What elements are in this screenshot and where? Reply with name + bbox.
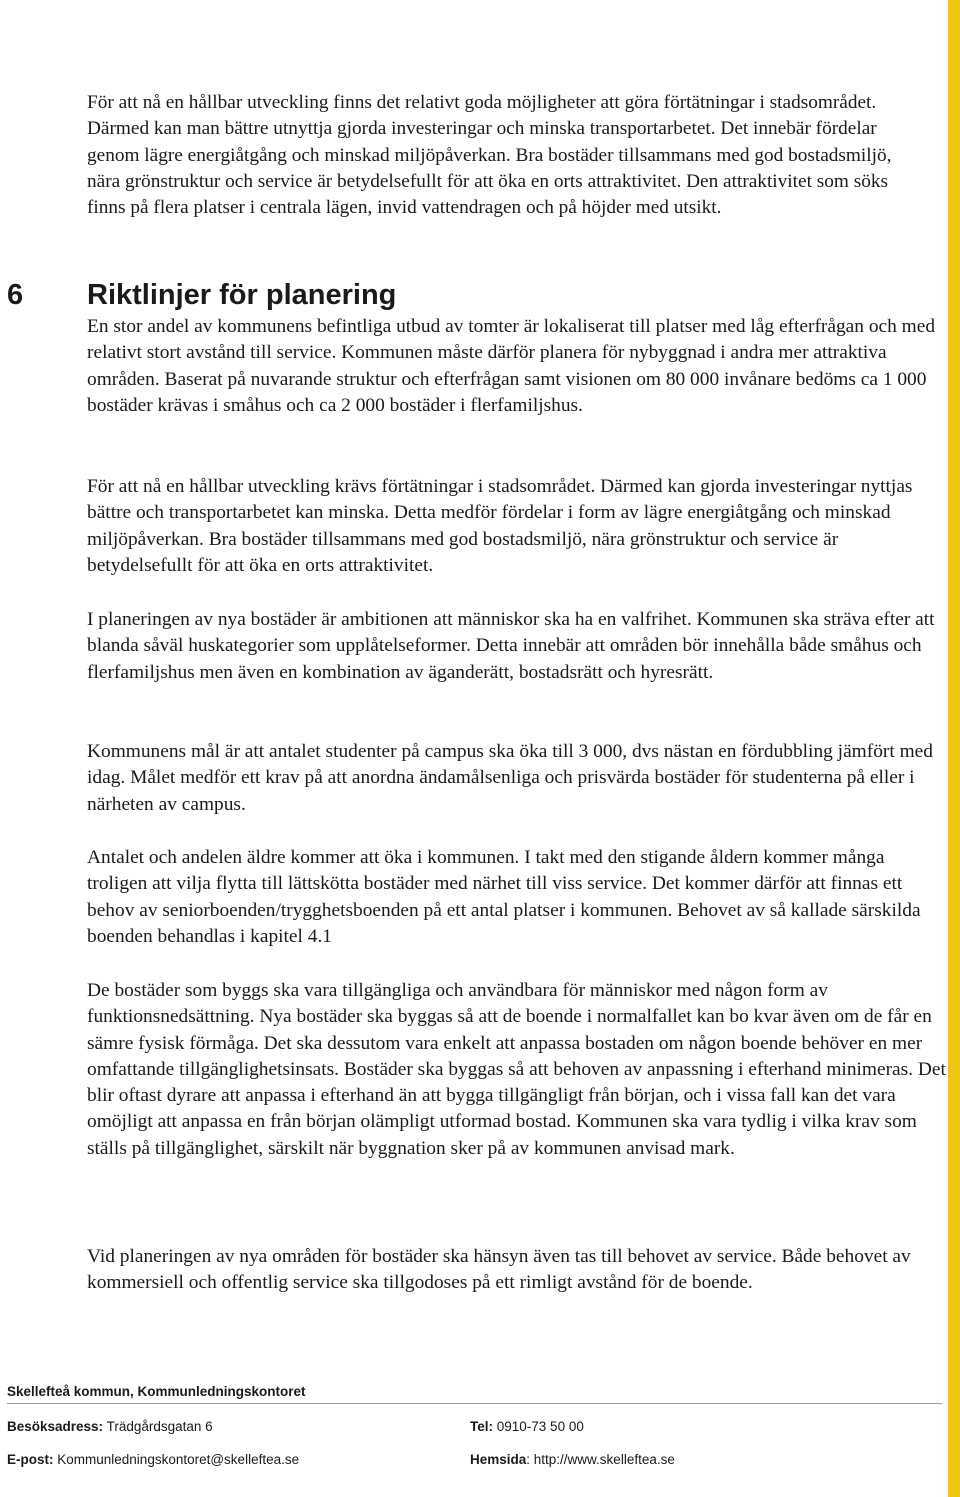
footer-divider (7, 1403, 942, 1404)
section-number: 6 (7, 279, 24, 311)
paragraph-densification: För att nå en hållbar utveckling krävs förtätningar i stadsområdet. Därmed kan gjorda investeringar nyttjas bättre och transportarbetet kan minska. Detta medför fördelar i form av lägre energiåtgång och minskad miljöpåverkan. Bra bostäder tillsammans med god bostadsmiljö, nära grönstruktur och service är betydelsefullt för att öka en orts attraktivitet. (87, 476, 913, 576)
paragraph-housing-supply: En stor andel av kommunens befintliga utbud av tomter är lokaliserat till platser med låg efterfrågan och med relativt stort avstånd till service. Kommunen måste därför planera för nybyggnad i andra mer attraktiva områden. Baserat på nuvarande struktur och efterfrågan samt visionen om 80 000 invånare bedöms ca 1 000 bostäder krävas i småhus och ca 2 000 bostäder i flerfamiljshus. (87, 316, 936, 416)
accent-bar (948, 0, 960, 1497)
footer-address (7, 1419, 213, 1434)
footer-website (470, 1452, 675, 1467)
website-label: Hemsida (470, 1452, 527, 1467)
website-link[interactable]: : http://www.skelleftea.se (526, 1452, 675, 1467)
footer-organization: Skellefteå kommun, Kommunledningskontoret (7, 1384, 306, 1399)
paragraph-students: Kommunens mål är att antalet studenter på campus ska öka till 3 000, dvs nästan en fördubbling jämfört med idag. Målet medför ett krav på att anordna ändamålsenliga och prisvärda bostäder för studenterna på eller i närheten av campus. (87, 741, 933, 815)
phone-value: 0910-73 50 00 (496, 1419, 584, 1434)
paragraph-freedom-of-choice: I planeringen av nya bostäder är ambitionen att människor ska ha en valfrihet. Kommunen ska sträva efter att blanda såväl huskategorier som upplåtelseformer. Detta innebär att områden bör innehålla både småhus och flerfamiljshus men även en kombination av äganderätt, bostadsrätt och hyresrätt. (87, 609, 935, 683)
email-label: E-post: (7, 1452, 54, 1467)
phone-label: Tel: (470, 1419, 493, 1434)
footer-email (7, 1452, 299, 1467)
paragraph-elderly: Antalet och andelen äldre kommer att öka i kommunen. I takt med den stigande åldern kommer många troligen att vilja flytta till lättskötta bostäder med närhet till viss service. Det kommer därför att finnas ett behov av seniorboenden/trygghetsboenden på ett antal platser i kommunen. Behovet av så kallade särskilda boenden behandlas i kapitel 4.1 (87, 847, 921, 947)
address-label: Besöksadress: (7, 1419, 104, 1434)
intro-paragraph: För att nå en hållbar utveckling finns det relativt goda möjligheter att göra förtätningar i stadsområdet. Därmed kan man bättre utnyttja gjorda investeringar och minska transportarbetet. Det innebär fördelar genom lägre energiåtgång och minskad miljöpåverkan. Bra bostäder tillsammans med god bostadsmiljö, nära grönstruktur och service är betydelsefullt för att öka en orts attraktivitet. Den attraktivitet som söks finns på flera platser i centrala lägen, invid vattendragen och på höjder med utsikt. (87, 92, 892, 219)
footer-phone (470, 1419, 584, 1434)
section-title: Riktlinjer för planering (87, 279, 397, 311)
address-value: Trädgårdsgatan 6 (106, 1419, 213, 1434)
paragraph-service: Vid planeringen av nya områden för bostäder ska hänsyn även tas till behovet av service. Både behovet av kommersiell och offentlig service ska tillgodoses på ett rimligt avstånd för de boende. (87, 1246, 911, 1294)
email-link[interactable]: Kommunledningskontoret@skelleftea.se (57, 1452, 300, 1467)
paragraph-accessibility: De bostäder som byggs ska vara tillgängliga och användbara för människor med någon form av funktionsnedsättning. Nya bostäder ska byggas så att de boende i normalfallet kan bo kvar även om de får en sämre fysisk förmåga. Det ska dessutom vara enkelt att anpassa bostaden om någon boende behöver en mer omfattande tillgänglighetsinsats. Bostäder ska byggas så att behoven av anpassning i efterhand minimeras. Det blir oftast dyrare att anpassa i efterhand än att bygga tillgängligt från början, och i vissa fall kan det vara omöjligt att anpassa en från början olämpligt utformad bostad. Kommunen ska vara tydlig i vilka krav som ställs på tillgänglighet, särskilt när byggnation sker på av kommunen anvisad mark. (87, 980, 946, 1159)
